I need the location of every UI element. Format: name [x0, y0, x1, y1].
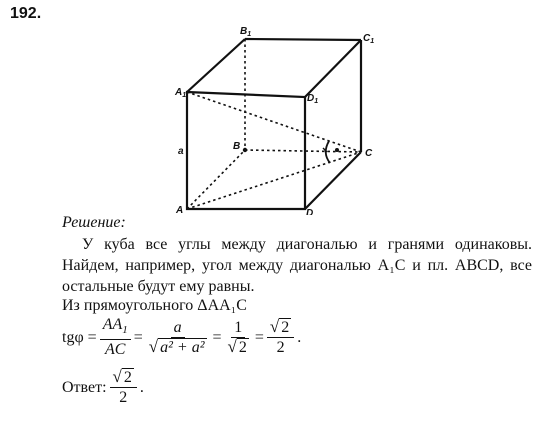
solution-heading: Решение: — [62, 214, 126, 231]
angle-marker — [335, 148, 339, 152]
edge-B-C — [245, 150, 361, 152]
problem-number: 192. — [10, 5, 42, 22]
answer-label: Ответ: — [62, 379, 107, 396]
label-C: C — [365, 148, 373, 159]
formula-lhs: tgφ = — [62, 329, 97, 346]
label-B1: $B_1$ — [240, 26, 252, 38]
fraction-aa1-ac: $\frac{AA_1}{AC}$ — [100, 316, 131, 360]
solution-paragraph: У куба все углы между диагональю и гранями одинаковы. Найдем, например, угол между диагональю A₁C и пл. ABCD, все остальные будут ему равны. — [62, 236, 532, 295]
label-C1: $C_1$ — [363, 33, 375, 45]
fraction-one-sqrt2: 1 √ 2 — [227, 318, 247, 356]
cube-solid-edges — [187, 39, 361, 209]
edge-A-B — [187, 150, 245, 209]
fraction-sqrt2-2: √ 2 2 — [267, 318, 294, 358]
diagonal-A-C — [187, 152, 361, 209]
cube-hidden-lines — [187, 39, 361, 209]
edge-B1-C1 — [245, 39, 361, 40]
edge-A1-B1 — [187, 39, 245, 92]
label-edge-a: a — [178, 146, 184, 157]
answer: Ответ: √ 2 2 . — [62, 367, 144, 406]
triangle-line: Из прямоугольного ΔAA₁C — [62, 297, 247, 314]
label-A1: $A_1$ — [175, 87, 187, 99]
point-B — [243, 148, 247, 152]
tangent-formula: tgφ = $\frac{AA_1}{AC}$ = a √ a² + a² = 1 √ 2 = √ 2 2 . — [62, 315, 302, 359]
label-D1: $D_1$ — [307, 93, 319, 105]
label-D: D — [306, 208, 314, 215]
edge-C-D — [305, 152, 361, 209]
fraction-a-sqrt: a √ a² + a² — [148, 318, 205, 356]
label-B: B — [233, 141, 241, 152]
diagonal-A1-C — [187, 92, 361, 152]
answer-fraction: √ 2 2 — [110, 368, 137, 408]
edge-C1-D1 — [305, 40, 361, 97]
label-A: A — [176, 205, 184, 215]
